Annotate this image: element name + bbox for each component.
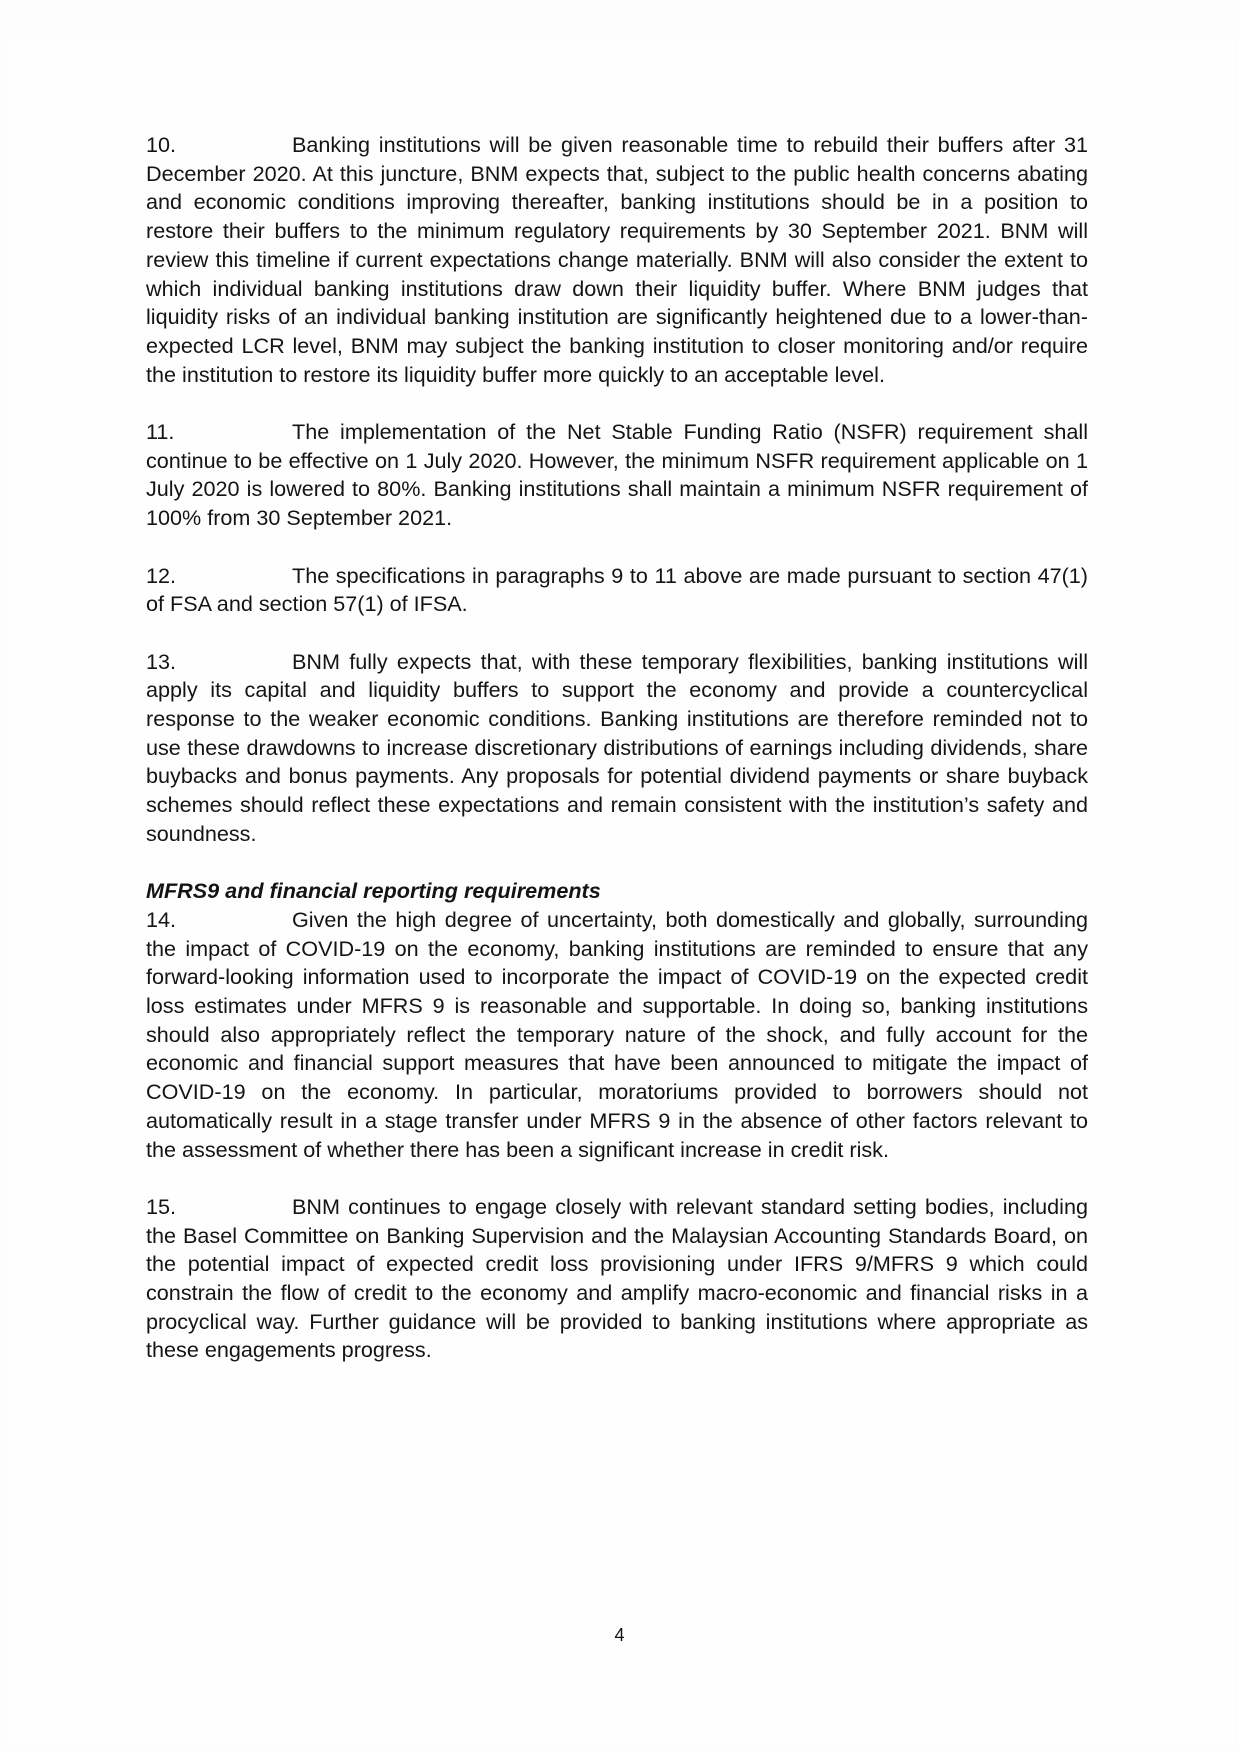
paragraph-text: BNM fully expects that, with these temporary flexibilities, banking institutions will apply its capital and liquidity buffers to support the economy and provide a countercyclical response to the weaker economic conditions. Banking institutions are therefore reminded not to use these drawdowns to increase discretionary distributions of earnings including dividends, share buybacks and bonus payments. Any proposals for potential dividend payments or share buyback schemes should reflect these expectations and remain consistent with the institution’s safety and soundness. <box>146 648 1088 846</box>
paragraph-10 <box>146 131 1088 389</box>
paragraph-number: 12. <box>146 562 177 588</box>
paragraph-11 <box>146 418 1088 533</box>
document-body <box>146 131 1088 1365</box>
paragraph-number: 10. <box>146 132 177 157</box>
paragraph-text: Banking institutions will be given reasonable time to rebuild their buffers after 31 December 2020. At this juncture, BNM expects that, subject to the public health concerns abating and economic conditions improving thereafter, banking institutions should be in a position to restore their buffers to the minimum regulatory requirements by 30 September 2021. BNM will review this timeline if current expectations change materially. BNM will also consider the extent to which individual banking institutions draw down their liquidity buffer. Where BNM judges that liquidity risks of an individual banking institution are significantly heightened due to a lower-than-expected LCR level, BNM may subject the banking institution to closer monitoring and/or require the institution to restore its liquidity buffer more quickly to an acceptable level. <box>146 132 1088 387</box>
paragraph-number: 13. <box>146 648 177 674</box>
paragraph-13 <box>146 648 1088 849</box>
paragraph-text: Given the high degree of uncertainty, both domestically and globally, surrounding the impact of COVID-19 on the economy, banking institutions are reminded to ensure that any forward-looking information used to incorporate the impact of COVID-19 on the expected credit loss estimates under MFRS 9 is reasonable and supportable. In doing so, banking institutions should also appropriately reflect the temporary nature of the shock, and fully account for the economic and financial support measures that have been announced to mitigate the impact of COVID-19 on the economy. In particular, moratoriums provided to borrowers should not automatically result in a stage transfer under MFRS 9 in the absence of other factors relevant to the assessment of whether there has been a significant increase in credit risk. <box>146 906 1088 1162</box>
paragraph-number: 11. <box>146 419 175 445</box>
paragraph-text: BNM continues to engage closely with relevant standard setting bodies, including the Basel Committee on Banking Supervision and the Malaysian Accounting Standards Board, on the potential impact of expected credit loss provisioning under IFRS 9/MFRS 9 which could constrain the flow of credit to the economy and amplify macro-economic and financial risks in a procyclical way. Further guidance will be provided to banking institutions where appropriate as these engagements progress. <box>146 1193 1088 1363</box>
paragraph-number: 14. <box>146 906 177 932</box>
paragraph-text: The implementation of the Net Stable Funding Ratio (NSFR) requirement shall continue to be effective on 1 July 2020. However, the minimum NSFR requirement applicable on 1 July 2020 is lowered to 80%. Banking institutions shall maintain a minimum NSFR requirement of 100% from 30 September 2021. <box>146 419 1088 531</box>
paragraph-number: 15. <box>146 1193 177 1219</box>
page-number: 4 <box>614 1625 625 1645</box>
paragraph-text: The specifications in paragraphs 9 to 11 above are made pursuant to section 47(1) of FSA and section 57(1) of IFSA. <box>146 562 1088 617</box>
paragraph-14 <box>146 906 1088 1164</box>
paragraph-15 <box>146 1193 1088 1365</box>
section-heading: MFRS9 and financial reporting requirements <box>146 878 601 904</box>
paragraph-12 <box>146 562 1088 619</box>
